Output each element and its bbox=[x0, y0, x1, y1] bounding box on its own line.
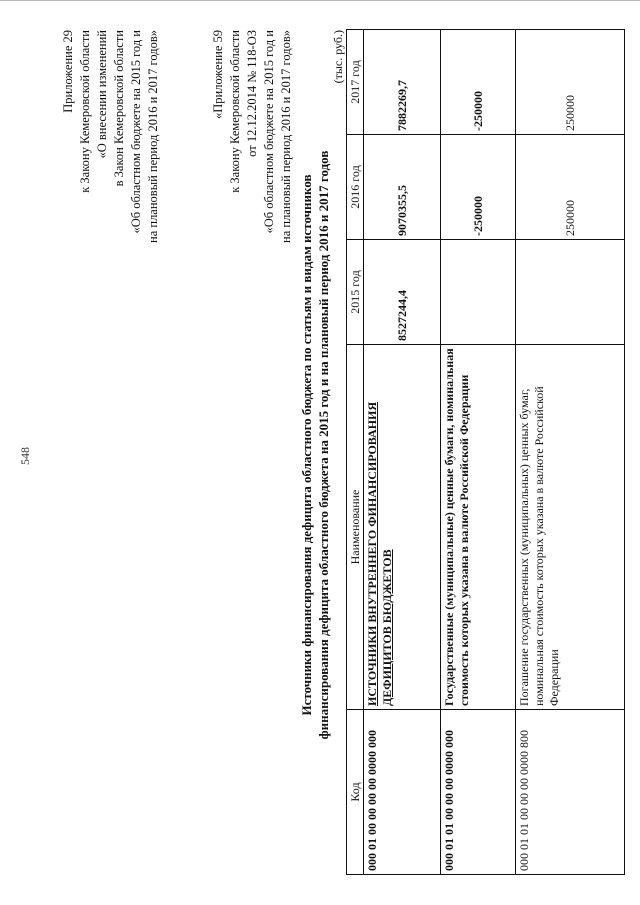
annex-line: «Об областном бюджете на 2015 год и bbox=[262, 30, 276, 234]
row-value-2016: 250000 bbox=[516, 135, 625, 240]
annex-line: Приложение 29 bbox=[61, 30, 75, 113]
title-line: Источники финансирования дефицита областного бюджета по статьям и видам источников bbox=[299, 174, 314, 716]
row-value-2015 bbox=[441, 240, 516, 345]
annex-line: «Приложение 59 bbox=[211, 30, 225, 119]
table-row bbox=[516, 30, 625, 875]
units-label: (тыс. руб.) bbox=[331, 30, 345, 84]
page-number: 548 bbox=[18, 447, 32, 465]
header-2016: 2016 год bbox=[347, 135, 364, 240]
annex-line: на плановый период 2016 и 2017 годов» bbox=[279, 30, 293, 243]
annex-header-original bbox=[210, 30, 295, 360]
annex-line: от 12.12.2014 № 118-ОЗ bbox=[245, 30, 259, 157]
row-name bbox=[364, 345, 441, 710]
row-code: 000 01 01 00 00 00 0000 800 bbox=[516, 710, 625, 875]
annex-line: «О внесении изменений bbox=[95, 30, 109, 159]
table-row bbox=[441, 30, 516, 875]
annex-line: к Закону Кемеровской области bbox=[78, 30, 92, 193]
row-code: 000 01 01 00 00 00 0000 000 bbox=[441, 710, 516, 875]
row-name: Государственные (муниципальные) ценные бумаги, номинальная стоимость которых указана в валюте Российской Федерации bbox=[441, 345, 516, 710]
table-row bbox=[364, 30, 441, 875]
annex-line: к Закону Кемеровской области bbox=[228, 30, 242, 193]
row-code: 000 01 00 00 00 00 0000 000 bbox=[364, 710, 441, 875]
row-value-2017: -250000 bbox=[441, 30, 516, 135]
header-name: Наименование bbox=[347, 345, 364, 710]
document-title bbox=[298, 15, 332, 875]
row-value-2015: 8527244,4 bbox=[364, 240, 441, 345]
table-header-row bbox=[347, 30, 364, 875]
row-value-2016: -250000 bbox=[441, 135, 516, 240]
annex-line: на плановый период 2016 и 2017 годов» bbox=[146, 30, 160, 243]
annex-line: «Об областном бюджете на 2015 год и bbox=[129, 30, 143, 234]
row-name: Погашение государственных (муниципальных) ценных бумаг, номинальная стоимость которых указана в валюте Российской Федерации bbox=[516, 345, 625, 710]
row-value-2015 bbox=[516, 240, 625, 345]
annex-line: в Закон Кемеровской области bbox=[112, 30, 126, 187]
row-value-2017: 7882269,7 bbox=[364, 30, 441, 135]
row-name-text: ИСТОЧНИКИ ВНУТРЕННЕГО ФИНАНСИРОВАНИЯ ДЕФИЦИТОВ БЮДЖЕТОВ bbox=[365, 401, 394, 706]
title-line: финансирования дефицита областного бюджета на 2015 год и на плановый период 2016 и 2017 годов bbox=[316, 150, 331, 740]
header-code: Код bbox=[347, 710, 364, 875]
row-value-2016: 9070355,5 bbox=[364, 135, 441, 240]
annex-header-current bbox=[60, 30, 162, 360]
header-2015: 2015 год bbox=[347, 240, 364, 345]
header-2017: 2017 год bbox=[347, 30, 364, 135]
row-value-2017: 250000 bbox=[516, 30, 625, 135]
financing-sources-table bbox=[346, 29, 625, 875]
